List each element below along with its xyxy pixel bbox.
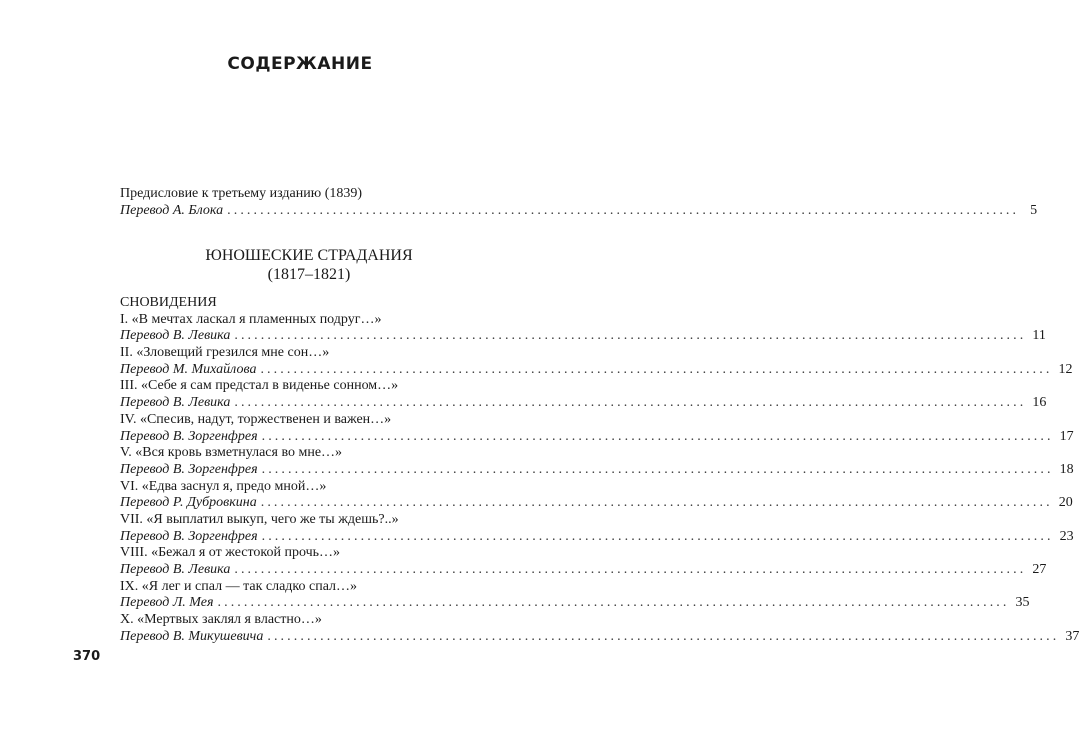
entry-translator: Перевод М. Михайлова [120,361,257,377]
dot-leader: ........................................................................................................................ [234,395,1027,411]
entry-page-number: 27 [1032,562,1047,577]
entry-translator: Перевод В. Зоргенфрея [120,428,258,444]
entry-page-number: 11 [1032,328,1046,344]
entry-title: VI. «Едва заснул я, предо мной…» [120,478,327,494]
entry-title: VII. «Я выплатил выкуп, чего же ты ждешь?..» [120,511,399,527]
entry-page-number: 23 [1059,528,1074,544]
dot-leader: ........................................................................................................................ [261,528,1054,544]
entry-translator-line [120,328,1046,345]
preface-page-number: 5 [1030,202,1038,218]
entry-title: VIII. «Бежал я от жестокой прочь…» [120,545,341,561]
section-heading [120,246,498,284]
cycle-list [120,295,1079,645]
preface-translator: Перевод А. Блока [120,202,224,218]
dot-leader: ........................................................................................................................ [234,328,1027,344]
entry-translator: Перевод Л. Мея [120,595,214,611]
folio-page-number: 370 [73,649,101,664]
entry-title: IV. «Спесив, надут, торжественен и важен…» [120,411,392,427]
entry-translator: Перевод В. Микушевича [120,628,264,644]
entry-translator: Перевод В. Левика [120,328,231,344]
entry-page-number: 35 [1015,595,1030,611]
cycle-title: СНОВИДЕНИЯ [120,295,217,310]
entry-translator: Перевод В. Левика [120,562,231,577]
preface-title: Предисловие к третьему изданию (1839) [120,186,363,201]
entry-translator: Перевод В. Зоргенфрея [120,461,258,477]
entry-page-number: 37 [1065,628,1079,644]
preface-entry [120,186,1038,219]
entry-translator-line [120,562,1047,579]
dot-leader: ........................................................................................................................ [261,461,1054,477]
dot-leader: ........................................................................................................................ [260,361,1053,377]
entry-title: III. «Себе я сам предстал в виденье сонном…» [120,378,399,394]
dot-leader: ........................................................................................................................ [217,595,1010,611]
entry-title: I. «В мечтах ласкал я пламенных подруг…» [120,311,382,327]
entry-page-number: 20 [1058,495,1073,511]
page-title: СОДЕРЖАНИЕ [227,54,373,74]
entry-translator-line [120,595,1030,612]
entry-translator-line [120,528,1074,546]
dot-leader: ........................................................................................................................ [267,628,1060,644]
entry-title: IX. «Я лег и спал — так сладко спал…» [120,578,358,594]
entry-translator: Перевод В. Левика [120,395,231,411]
dot-leader: ........................................................................................................................ [234,562,1027,577]
entries-list [120,311,1079,646]
dot-leader: ........................................................................................................................ [260,495,1053,511]
preface-translator-line [120,202,1038,220]
entry-translator: Перевод Р. Дубровкина [120,495,257,511]
entry-translator: Перевод В. Зоргенфрея [120,528,258,544]
entry-page-number: 17 [1059,428,1074,444]
entry-page-number: 18 [1059,461,1074,477]
entry-translator-line [120,428,1074,446]
entry-translator-line [120,628,1079,646]
entry-translator-line [120,361,1073,379]
entry-translator-line [120,461,1074,479]
entry-title: V. «Вся кровь взметнулася во мне…» [120,445,343,461]
dot-leader: ........................................................................................................................ [261,428,1054,444]
entry-title: II. «Зловещий грезился мне сон…» [120,345,330,361]
dot-leader: ........................................................................................................................ [227,202,1020,218]
entry-translator-line [120,495,1073,512]
entry-translator-line [120,395,1047,412]
entry-page-number: 12 [1058,361,1073,377]
section-years: (1817–1821) [267,266,351,283]
entry-page-number: 16 [1032,395,1047,411]
entry-title: X. «Мертвых заклял я властно…» [120,612,322,628]
section-title: ЮНОШЕСКИЕ СТРАДАНИЯ [205,247,413,264]
